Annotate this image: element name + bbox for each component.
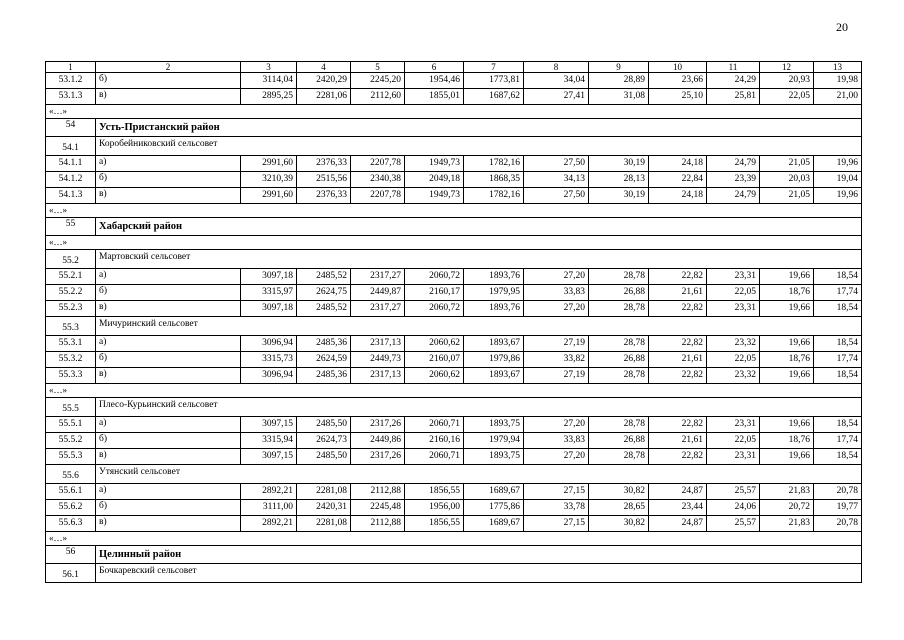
cell-value: 33,83	[524, 433, 589, 449]
cell-value: 1782,16	[464, 156, 524, 172]
cell-value: 21,61	[649, 285, 707, 301]
column-header-8: 8	[524, 62, 589, 73]
cell-value: 18,76	[760, 285, 814, 301]
row-code: 54.1.3	[46, 188, 96, 204]
row-code: 55.6.1	[46, 484, 96, 500]
column-header-1: 1	[46, 62, 96, 73]
cell-value: 17,74	[814, 433, 862, 449]
cell-value: 22,82	[649, 336, 707, 352]
table-row	[46, 301, 862, 317]
table-row	[46, 368, 862, 384]
cell-value: 2060,62	[405, 336, 464, 352]
row-variant: в)	[96, 188, 241, 204]
cell-value: 23,31	[707, 417, 760, 433]
cell-value: 2340,38	[351, 172, 405, 188]
cell-value: 22,84	[649, 172, 707, 188]
cell-value: 28,13	[589, 172, 649, 188]
cell-value: 28,78	[589, 449, 649, 465]
row-code: 55.6.3	[46, 516, 96, 532]
cell-value: 2624,59	[297, 352, 351, 368]
omission-row	[46, 236, 862, 250]
cell-value: 20,72	[760, 500, 814, 516]
cell-value: 25,57	[707, 484, 760, 500]
row-variant: а)	[96, 484, 241, 500]
cell-value: 21,05	[760, 156, 814, 172]
row-variant: в)	[96, 89, 241, 105]
row-variant: б)	[96, 172, 241, 188]
cell-value: 27,19	[524, 368, 589, 384]
table-row	[46, 336, 862, 352]
row-code: 55.5.2	[46, 433, 96, 449]
cell-value: 33,82	[524, 352, 589, 368]
cell-value: 30,19	[589, 188, 649, 204]
cell-value: 19,66	[760, 301, 814, 317]
cell-value: 1949,73	[405, 156, 464, 172]
cell-value: 28,89	[589, 73, 649, 89]
subdivision-code: 55.3	[46, 317, 96, 336]
cell-value: 28,65	[589, 500, 649, 516]
row-code: 55.5.1	[46, 417, 96, 433]
table-body	[46, 62, 862, 583]
cell-value: 27,50	[524, 156, 589, 172]
cell-value: 18,54	[814, 417, 862, 433]
cell-value: 34,04	[524, 73, 589, 89]
row-variant: в)	[96, 449, 241, 465]
cell-value: 2317,26	[351, 449, 405, 465]
cell-value: 2317,27	[351, 269, 405, 285]
row-variant: б)	[96, 500, 241, 516]
column-header-10: 10	[649, 62, 707, 73]
table-row	[46, 417, 862, 433]
subdivision-code: 55.2	[46, 250, 96, 269]
row-code: 55.6.2	[46, 500, 96, 516]
cell-value: 2317,26	[351, 417, 405, 433]
cell-value: 2624,73	[297, 433, 351, 449]
cell-value: 27,15	[524, 484, 589, 500]
cell-value: 19,04	[814, 172, 862, 188]
cell-value: 2281,08	[297, 516, 351, 532]
row-code: 53.1.2	[46, 73, 96, 89]
cell-value: 21,05	[760, 188, 814, 204]
district-name: Целинный район	[96, 546, 862, 564]
row-code: 55.3.1	[46, 336, 96, 352]
cell-value: 1773,81	[464, 73, 524, 89]
cell-value: 27,20	[524, 449, 589, 465]
cell-value: 2112,60	[351, 89, 405, 105]
cell-value: 20,78	[814, 484, 862, 500]
row-code: 53.1.3	[46, 89, 96, 105]
cell-value: 27,20	[524, 269, 589, 285]
cell-value: 3097,18	[241, 269, 297, 285]
cell-value: 18,54	[814, 336, 862, 352]
cell-value: 25,57	[707, 516, 760, 532]
cell-value: 30,82	[589, 484, 649, 500]
cell-value: 1775,86	[464, 500, 524, 516]
cell-value: 23,66	[649, 73, 707, 89]
cell-value: 2060,71	[405, 417, 464, 433]
cell-value: 23,32	[707, 368, 760, 384]
omission-marker: «…»	[46, 105, 862, 119]
subdivision-code: 56.1	[46, 564, 96, 583]
cell-value: 1956,00	[405, 500, 464, 516]
cell-value: 1782,16	[464, 188, 524, 204]
cell-value: 22,82	[649, 269, 707, 285]
cell-value: 2060,72	[405, 301, 464, 317]
column-header-5: 5	[351, 62, 405, 73]
omission-marker: «…»	[46, 204, 862, 218]
cell-value: 33,78	[524, 500, 589, 516]
cell-value: 2281,08	[297, 484, 351, 500]
cell-value: 25,10	[649, 89, 707, 105]
cell-value: 27,50	[524, 188, 589, 204]
cell-value: 21,61	[649, 352, 707, 368]
row-variant: в)	[96, 368, 241, 384]
cell-value: 1893,67	[464, 368, 524, 384]
tariff-table	[45, 61, 862, 583]
cell-value: 2160,17	[405, 285, 464, 301]
cell-value: 3210,39	[241, 172, 297, 188]
subdivision-name: Коробейниковский сельсовет	[96, 137, 862, 156]
subdivision-code: 54.1	[46, 137, 96, 156]
subdivision-row	[46, 317, 862, 336]
cell-value: 23,31	[707, 449, 760, 465]
subdivision-name: Мартовский сельсовет	[96, 250, 862, 269]
cell-value: 19,66	[760, 449, 814, 465]
cell-value: 2449,87	[351, 285, 405, 301]
cell-value: 2160,16	[405, 433, 464, 449]
district-row	[46, 218, 862, 236]
cell-value: 1979,94	[464, 433, 524, 449]
subdivision-row	[46, 564, 862, 583]
omission-row	[46, 532, 862, 546]
column-header-13: 13	[814, 62, 862, 73]
cell-value: 3096,94	[241, 368, 297, 384]
omission-marker: «…»	[46, 236, 862, 250]
cell-value: 25,81	[707, 89, 760, 105]
cell-value: 19,66	[760, 368, 814, 384]
cell-value: 18,54	[814, 449, 862, 465]
cell-value: 2485,36	[297, 336, 351, 352]
column-header-7: 7	[464, 62, 524, 73]
cell-value: 2207,78	[351, 188, 405, 204]
page-number: 20	[836, 20, 848, 34]
table-row	[46, 89, 862, 105]
cell-value: 3111,00	[241, 500, 297, 516]
cell-value: 1979,95	[464, 285, 524, 301]
cell-value: 2060,72	[405, 269, 464, 285]
cell-value: 17,74	[814, 285, 862, 301]
cell-value: 2376,33	[297, 188, 351, 204]
row-code: 55.2.1	[46, 269, 96, 285]
cell-value: 19,66	[760, 336, 814, 352]
cell-value: 3114,04	[241, 73, 297, 89]
cell-value: 22,05	[707, 352, 760, 368]
cell-value: 21,61	[649, 433, 707, 449]
cell-value: 2160,07	[405, 352, 464, 368]
cell-value: 19,77	[814, 500, 862, 516]
table-row	[46, 172, 862, 188]
cell-value: 26,88	[589, 433, 649, 449]
cell-value: 2515,56	[297, 172, 351, 188]
cell-value: 2317,27	[351, 301, 405, 317]
omission-marker: «…»	[46, 532, 862, 546]
cell-value: 1893,76	[464, 301, 524, 317]
cell-value: 2317,13	[351, 336, 405, 352]
cell-value: 34,13	[524, 172, 589, 188]
cell-value: 24,18	[649, 156, 707, 172]
cell-value: 22,82	[649, 301, 707, 317]
cell-value: 24,18	[649, 188, 707, 204]
cell-value: 24,79	[707, 188, 760, 204]
cell-value: 22,82	[649, 368, 707, 384]
table-row	[46, 449, 862, 465]
cell-value: 21,00	[814, 89, 862, 105]
district-code: 54	[46, 119, 96, 137]
column-header-9: 9	[589, 62, 649, 73]
cell-value: 17,74	[814, 352, 862, 368]
cell-value: 1893,75	[464, 449, 524, 465]
cell-value: 1893,67	[464, 336, 524, 352]
cell-value: 30,19	[589, 156, 649, 172]
row-variant: в)	[96, 516, 241, 532]
row-variant: а)	[96, 336, 241, 352]
cell-value: 1856,55	[405, 516, 464, 532]
subdivision-row	[46, 398, 862, 417]
cell-value: 2624,75	[297, 285, 351, 301]
cell-value: 23,31	[707, 301, 760, 317]
cell-value: 2420,31	[297, 500, 351, 516]
row-code: 55.3.3	[46, 368, 96, 384]
cell-value: 20,93	[760, 73, 814, 89]
table-row	[46, 484, 862, 500]
omission-row	[46, 204, 862, 218]
cell-value: 27,41	[524, 89, 589, 105]
cell-value: 2420,29	[297, 73, 351, 89]
cell-value: 3315,97	[241, 285, 297, 301]
cell-value: 2485,36	[297, 368, 351, 384]
cell-value: 23,44	[649, 500, 707, 516]
cell-value: 24,29	[707, 73, 760, 89]
cell-value: 2485,50	[297, 417, 351, 433]
cell-value: 2892,21	[241, 516, 297, 532]
cell-value: 18,54	[814, 269, 862, 285]
column-header-4: 4	[297, 62, 351, 73]
table-row	[46, 73, 862, 89]
cell-value: 2449,73	[351, 352, 405, 368]
omission-marker: «…»	[46, 384, 862, 398]
cell-value: 1687,62	[464, 89, 524, 105]
cell-value: 1954,46	[405, 73, 464, 89]
subdivision-name: Утянский сельсовет	[96, 465, 862, 484]
row-variant: б)	[96, 285, 241, 301]
cell-value: 28,78	[589, 269, 649, 285]
cell-value: 19,96	[814, 188, 862, 204]
table-row	[46, 433, 862, 449]
cell-value: 22,05	[707, 285, 760, 301]
district-name: Хабарский район	[96, 218, 862, 236]
subdivision-name: Мичуринский сельсовет	[96, 317, 862, 336]
cell-value: 2049,18	[405, 172, 464, 188]
table-row	[46, 269, 862, 285]
cell-value: 19,66	[760, 417, 814, 433]
cell-value: 2485,50	[297, 449, 351, 465]
cell-value: 3097,15	[241, 417, 297, 433]
column-number-header	[46, 62, 862, 73]
cell-value: 28,78	[589, 301, 649, 317]
cell-value: 18,76	[760, 352, 814, 368]
row-code: 55.2.3	[46, 301, 96, 317]
cell-value: 3315,73	[241, 352, 297, 368]
row-code: 54.1.1	[46, 156, 96, 172]
column-header-11: 11	[707, 62, 760, 73]
row-variant: а)	[96, 156, 241, 172]
cell-value: 2892,21	[241, 484, 297, 500]
row-code: 54.1.2	[46, 172, 96, 188]
cell-value: 1856,55	[405, 484, 464, 500]
cell-value: 21,83	[760, 516, 814, 532]
cell-value: 2991,60	[241, 188, 297, 204]
table-row	[46, 156, 862, 172]
subdivision-code: 55.5	[46, 398, 96, 417]
subdivision-row	[46, 250, 862, 269]
cell-value: 1689,67	[464, 484, 524, 500]
cell-value: 2112,88	[351, 516, 405, 532]
cell-value: 28,78	[589, 417, 649, 433]
cell-value: 2449,86	[351, 433, 405, 449]
district-row	[46, 119, 862, 137]
column-header-6: 6	[405, 62, 464, 73]
cell-value: 2245,20	[351, 73, 405, 89]
omission-row	[46, 384, 862, 398]
cell-value: 28,78	[589, 336, 649, 352]
row-variant: б)	[96, 433, 241, 449]
district-row	[46, 546, 862, 564]
column-header-12: 12	[760, 62, 814, 73]
cell-value: 20,78	[814, 516, 862, 532]
cell-value: 31,08	[589, 89, 649, 105]
cell-value: 2060,71	[405, 449, 464, 465]
cell-value: 2281,06	[297, 89, 351, 105]
cell-value: 19,96	[814, 156, 862, 172]
cell-value: 19,98	[814, 73, 862, 89]
cell-value: 27,20	[524, 417, 589, 433]
district-code: 56	[46, 546, 96, 564]
cell-value: 24,87	[649, 484, 707, 500]
cell-value: 28,78	[589, 368, 649, 384]
cell-value: 2207,78	[351, 156, 405, 172]
cell-value: 27,19	[524, 336, 589, 352]
cell-value: 18,54	[814, 368, 862, 384]
cell-value: 2895,25	[241, 89, 297, 105]
omission-row	[46, 105, 862, 119]
cell-value: 24,79	[707, 156, 760, 172]
cell-value: 24,87	[649, 516, 707, 532]
cell-value: 2060,62	[405, 368, 464, 384]
table-row	[46, 500, 862, 516]
cell-value: 18,54	[814, 301, 862, 317]
district-code: 55	[46, 218, 96, 236]
cell-value: 3315,94	[241, 433, 297, 449]
cell-value: 24,06	[707, 500, 760, 516]
table-row	[46, 188, 862, 204]
cell-value: 18,76	[760, 433, 814, 449]
cell-value: 3096,94	[241, 336, 297, 352]
cell-value: 22,05	[707, 433, 760, 449]
cell-value: 33,83	[524, 285, 589, 301]
row-variant: б)	[96, 352, 241, 368]
cell-value: 2991,60	[241, 156, 297, 172]
cell-value: 23,39	[707, 172, 760, 188]
district-name: Усть-Пристанский район	[96, 119, 862, 137]
cell-value: 23,31	[707, 269, 760, 285]
row-code: 55.2.2	[46, 285, 96, 301]
row-variant: а)	[96, 269, 241, 285]
cell-value: 21,83	[760, 484, 814, 500]
cell-value: 26,88	[589, 285, 649, 301]
cell-value: 22,82	[649, 417, 707, 433]
cell-value: 27,15	[524, 516, 589, 532]
subdivision-row	[46, 137, 862, 156]
table-row	[46, 285, 862, 301]
cell-value: 20,03	[760, 172, 814, 188]
cell-value: 2112,88	[351, 484, 405, 500]
row-variant: б)	[96, 73, 241, 89]
cell-value: 19,66	[760, 269, 814, 285]
cell-value: 26,88	[589, 352, 649, 368]
cell-value: 1689,67	[464, 516, 524, 532]
cell-value: 2485,52	[297, 301, 351, 317]
cell-value: 1893,75	[464, 417, 524, 433]
subdivision-name: Бочкаревский сельсовет	[96, 564, 862, 583]
cell-value: 22,05	[760, 89, 814, 105]
cell-value: 1979,86	[464, 352, 524, 368]
row-code: 55.5.3	[46, 449, 96, 465]
cell-value: 30,82	[589, 516, 649, 532]
cell-value: 1949,73	[405, 188, 464, 204]
subdivision-code: 55.6	[46, 465, 96, 484]
subdivision-row	[46, 465, 862, 484]
row-code: 55.3.2	[46, 352, 96, 368]
cell-value: 23,32	[707, 336, 760, 352]
cell-value: 27,20	[524, 301, 589, 317]
table-row	[46, 352, 862, 368]
cell-value: 2485,52	[297, 269, 351, 285]
cell-value: 2245,48	[351, 500, 405, 516]
cell-value: 1855,01	[405, 89, 464, 105]
cell-value: 3097,15	[241, 449, 297, 465]
subdivision-name: Плесо-Курьинский сельсовет	[96, 398, 862, 417]
cell-value: 2317,13	[351, 368, 405, 384]
cell-value: 1893,76	[464, 269, 524, 285]
cell-value: 2376,33	[297, 156, 351, 172]
cell-value: 22,82	[649, 449, 707, 465]
row-variant: в)	[96, 301, 241, 317]
table-row	[46, 516, 862, 532]
row-variant: а)	[96, 417, 241, 433]
cell-value: 3097,18	[241, 301, 297, 317]
column-header-3: 3	[241, 62, 297, 73]
cell-value: 1868,35	[464, 172, 524, 188]
column-header-2: 2	[96, 62, 241, 73]
